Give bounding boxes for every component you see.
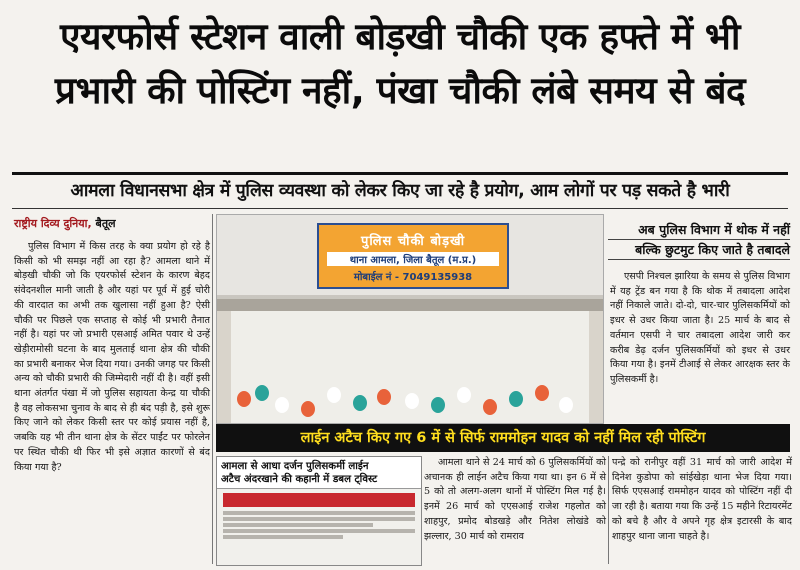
far-right-column xyxy=(612,456,792,544)
outpost-signboard xyxy=(317,223,509,289)
balloon xyxy=(431,397,445,413)
column-divider xyxy=(212,214,213,564)
balloon xyxy=(483,399,497,415)
headline xyxy=(12,10,788,118)
column-divider xyxy=(608,456,609,564)
sign-title: पुलिस चौकी बोड़खी xyxy=(360,234,466,249)
subheadline: आमला विधानसभा क्षेत्र में पुलिस व्यवस्था को लेकर किए जा रहे है प्रयोग, आम लोगों पर पड़ सकते है भारी xyxy=(70,181,730,201)
right-subhead-line-2: बल्कि छुटमुट किए जाते है तबादले xyxy=(608,240,790,260)
headline-rule xyxy=(12,172,788,175)
right-column-text: एसपी निश्चल झारिया के समय से पुलिस विभाग में यह ट्रेंड बन गया है कि थोक में तबादला आदेश नहीं निकाले जाते। दो-दो, चार-चार पुलिसकर्मियों को इधर से उधर किया जाता है। 25 मार्च के बाद से वर्तमान एसपी ने चार तबादला आदेश जारी कर करीब डेढ़ दर्जन पुलिसकर्मियों को इधर से उधर किया गया है। इनमें टीआई से लेकर आरक्षक स्तर के पुलिसकर्मी है। xyxy=(610,271,790,385)
right-column xyxy=(610,270,790,388)
clipping-text-line xyxy=(223,517,415,521)
balloon xyxy=(457,387,471,403)
left-column xyxy=(14,240,210,475)
clipping-title-line-1: आमला से आधा दर्जन पुलिसकर्मी लाईन xyxy=(221,461,369,472)
middle-column xyxy=(424,456,606,544)
clipping-text-line xyxy=(223,511,415,515)
sign-phone: मोबाईल नं - 7049135938 xyxy=(353,272,473,283)
clipping-title-line-2: अटैच अंदरखाने की कहानी में डबल ट्विस्ट xyxy=(221,474,378,485)
clipping-title xyxy=(217,457,421,489)
balloon xyxy=(377,389,391,405)
far-right-column-text: पन्द्रे को रानीपुर वहीं 31 मार्च को जारी आदेश में दिनेश कुडोपा को सांईखेड़ा थाना भेज दिया गया। सिर्फ एएसआई राममोहन यादव को पोस्टिंग नहीं दी जा रही है। बताया गया कि उन्हें 15 महीने रिटायरमेंट को बचे है और वे अपने गृह क्षेत्र इटारसी के बाद शाहपुर थाना जाना चाहते है। xyxy=(612,457,792,542)
subheadline-rule xyxy=(12,208,788,209)
dateline-place: बैतूल xyxy=(95,217,116,230)
headline-line-1: एयरफोर्स स्टेशन वाली बोड़खी चौकी एक हफ्ते में भी xyxy=(60,15,740,58)
clipping-image xyxy=(216,456,422,566)
left-column-text: पुलिस विभाग में किस तरह के क्या प्रयोग हो रहे है किसी को भी समझ नहीं आ रहा है? आमला थाने में बोड़खी चौकी जो कि एयरफोर्स स्टेशन के कारण बेहद संवेदनशील मानी जाती है और यहां पर पूर्व में हुई चोरी की वारदात का अभी तक खुलासा नहीं हुआ है? ऐसी चौकी पर पिछले एक सप्ताह से कोई भी प्रभारी तैनात नहीं है। यहां पर जो प्रभारी एसआई अमित पवार थे उन्हें खेड़ीरामोसी घटना के बाद मुलताई थाना क्षेत्र की चौकी का प्रभारी बनाकर भेज दिया गया। उनकी जगह पर किसी अन्य को चौकी प्रभारी की जिम्मेदारी नहीं दी है। वहीं इसी थाना अंतर्गत पंखा में जो पुलिस सहायता केन्द्र या चौकी है वह लोकसभा चुनाव के बाद से ही बंद पड़ी है, इसे शुरू किए जाने को लेकर किसी स्तर पर कोई प्रयास नहीं है, जबकि यह भी तीन थाना क्षेत्र के सेंटर पाईंट पर फोरलेन पर स्थित चौकी थी फिर भी इसे अज्ञात कारणों से बंद किया गया है? xyxy=(14,241,210,473)
building-eave xyxy=(217,299,603,311)
inner-headline-banner: लाईन अटैच किए गए 6 में से सिर्फ राममोहन यादव को नहीं मिल रही पोस्टिंग xyxy=(216,424,790,452)
dateline-paper: राष्ट्रीय दिव्य दुनिया, xyxy=(14,217,92,230)
clipping-text-line xyxy=(223,529,415,533)
pillar-left xyxy=(217,311,231,423)
balloon xyxy=(301,401,315,417)
balloon xyxy=(559,397,573,413)
balloon xyxy=(353,395,367,411)
clipping-red-bar xyxy=(223,493,415,507)
dateline xyxy=(14,216,116,231)
right-subhead-line-1: अब पुलिस विभाग में थोक में नहीं xyxy=(608,220,790,240)
sign-address: थाना आमला, जिला बैतूल (म.प्र.) xyxy=(327,252,499,266)
clipping-text-line xyxy=(223,523,373,527)
balloon xyxy=(327,387,341,403)
balloon xyxy=(535,385,549,401)
middle-column-text: आमला थाने से 24 मार्च को 6 पुलिसकर्मियों को अचानक ही लाईन अटैच किया गया था। इन 6 में से 5 को तो अलग-अलग थानों में पोस्टिंग मिल गई है। इनमें 26 मार्च को एएसआई राजेश गहलोत को शाहपुर, प्रमोद बोडखड़े और नितेश लोखंडे को झल्लार, 30 मार्च को रामराव xyxy=(424,457,606,542)
right-subhead xyxy=(608,220,790,260)
headline-line-2: प्रभारी की पोस्टिंग नहीं, पंखा चौकी लंबे समय से बंद xyxy=(54,69,746,112)
balloon xyxy=(255,385,269,401)
clipping-text-line xyxy=(223,535,343,539)
balloon xyxy=(405,393,419,409)
newspaper-page xyxy=(6,4,794,566)
balloon xyxy=(275,397,289,413)
balloon xyxy=(509,391,523,407)
pillar-right xyxy=(589,311,603,423)
balloon xyxy=(237,391,251,407)
police-outpost-photo xyxy=(216,214,604,424)
